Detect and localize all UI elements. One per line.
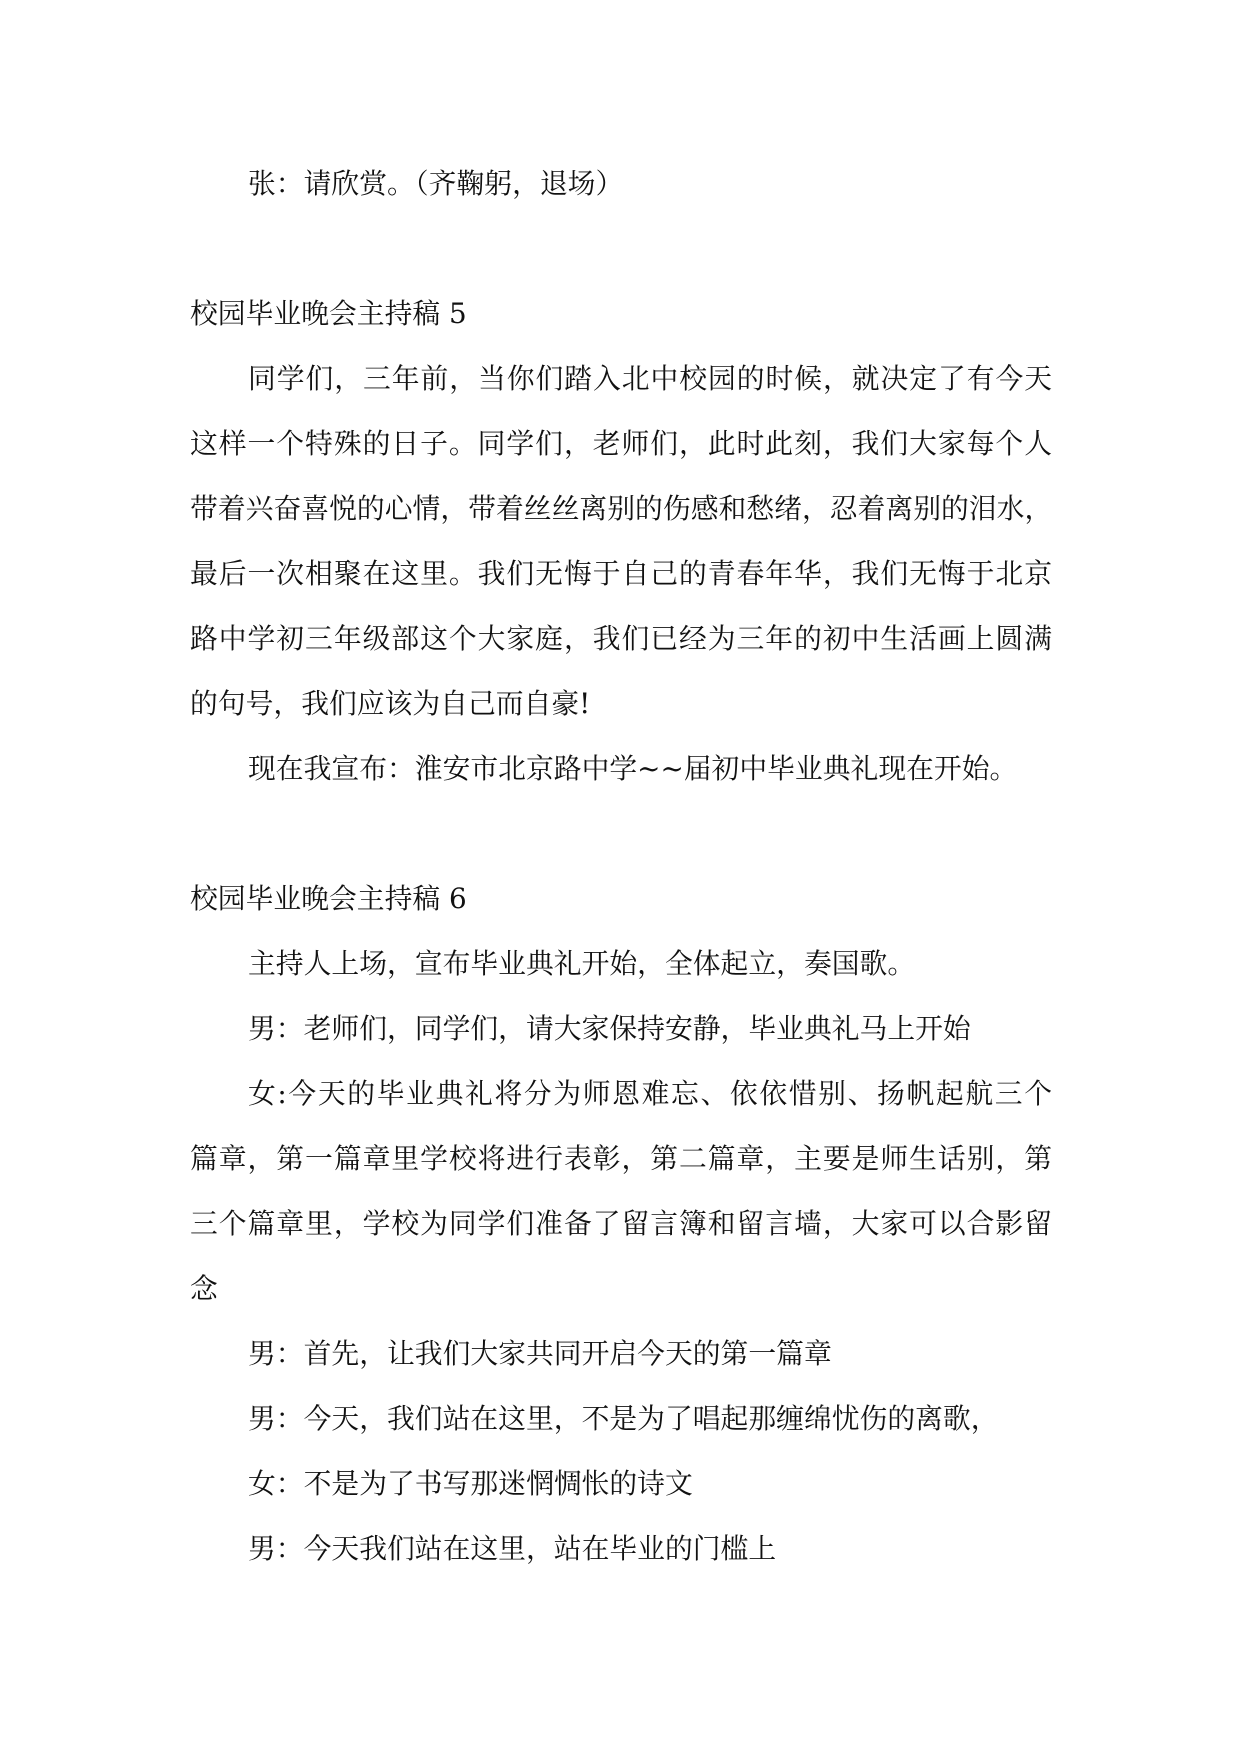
paragraph-line: 念 xyxy=(190,1272,218,1305)
paragraph xyxy=(190,1516,1052,1581)
paragraph-closing xyxy=(190,151,1052,216)
blank-line xyxy=(190,801,1052,866)
paragraph xyxy=(190,736,1052,801)
blank-line xyxy=(190,216,1052,281)
document-body xyxy=(190,151,1052,1581)
section-heading: 校园毕业晚会主持稿 5 xyxy=(190,297,467,330)
section-script-5 xyxy=(190,281,1052,801)
paragraph-line: 现在我宣布：淮安市北京路中学~~届初中毕业典礼现在开始。 xyxy=(248,752,1018,785)
paragraph-line: 同学们，三年前，当你们踏入北中校园的时候，就决定了有今天 xyxy=(248,362,1052,395)
paragraph-line: 男：今天，我们站在这里，不是为了唱起那缠绵忧伤的离歌， xyxy=(248,1402,999,1435)
paragraph-line: 三个篇章里，学校为同学们准备了留言簿和留言墙，大家可以合影留 xyxy=(190,1207,1052,1240)
paragraph xyxy=(190,1386,1052,1451)
closing-line: 张：请欣赏。（齐鞠躬，退场） xyxy=(248,167,624,200)
paragraph-line: 的句号，我们应该为自己而自豪! xyxy=(190,687,591,720)
paragraph xyxy=(190,1321,1052,1386)
paragraph xyxy=(190,1061,1052,1321)
paragraph-line: 男：首先，让我们大家共同开启今天的第一篇章 xyxy=(248,1337,832,1370)
section-heading: 校园毕业晚会主持稿 6 xyxy=(190,882,467,915)
section-script-6 xyxy=(190,866,1052,1581)
paragraph-line: 主持人上场，宣布毕业典礼开始，全体起立，奏国歌。 xyxy=(248,947,916,980)
paragraph-line: 这样一个特殊的日子。同学们，老师们，此时此刻，我们大家每个人 xyxy=(190,427,1052,460)
paragraph xyxy=(190,931,1052,996)
paragraph-line: 女:今天的毕业典礼将分为师恩难忘、依依惜别、扬帆起航三个 xyxy=(248,1077,1052,1110)
paragraph xyxy=(190,346,1052,736)
paragraph-line: 最后一次相聚在这里。我们无悔于自己的青春年华，我们无悔于北京 xyxy=(190,557,1052,590)
paragraph-line: 带着兴奋喜悦的心情，带着丝丝离别的伤感和愁绪，忍着离别的泪水， xyxy=(190,492,1052,525)
paragraph-line: 篇章，第一篇章里学校将进行表彰，第二篇章，主要是师生话别，第 xyxy=(190,1142,1052,1175)
paragraph-line: 男：今天我们站在这里，站在毕业的门槛上 xyxy=(248,1532,777,1565)
paragraph-line: 男：老师们，同学们，请大家保持安静，毕业典礼马上开始 xyxy=(248,1012,971,1045)
paragraph xyxy=(190,1451,1052,1516)
paragraph-line: 路中学初三年级部这个大家庭，我们已经为三年的初中生活画上圆满 xyxy=(190,622,1052,655)
paragraph xyxy=(190,996,1052,1061)
paragraph-line: 女：不是为了书写那迷惘惆怅的诗文 xyxy=(248,1467,693,1500)
